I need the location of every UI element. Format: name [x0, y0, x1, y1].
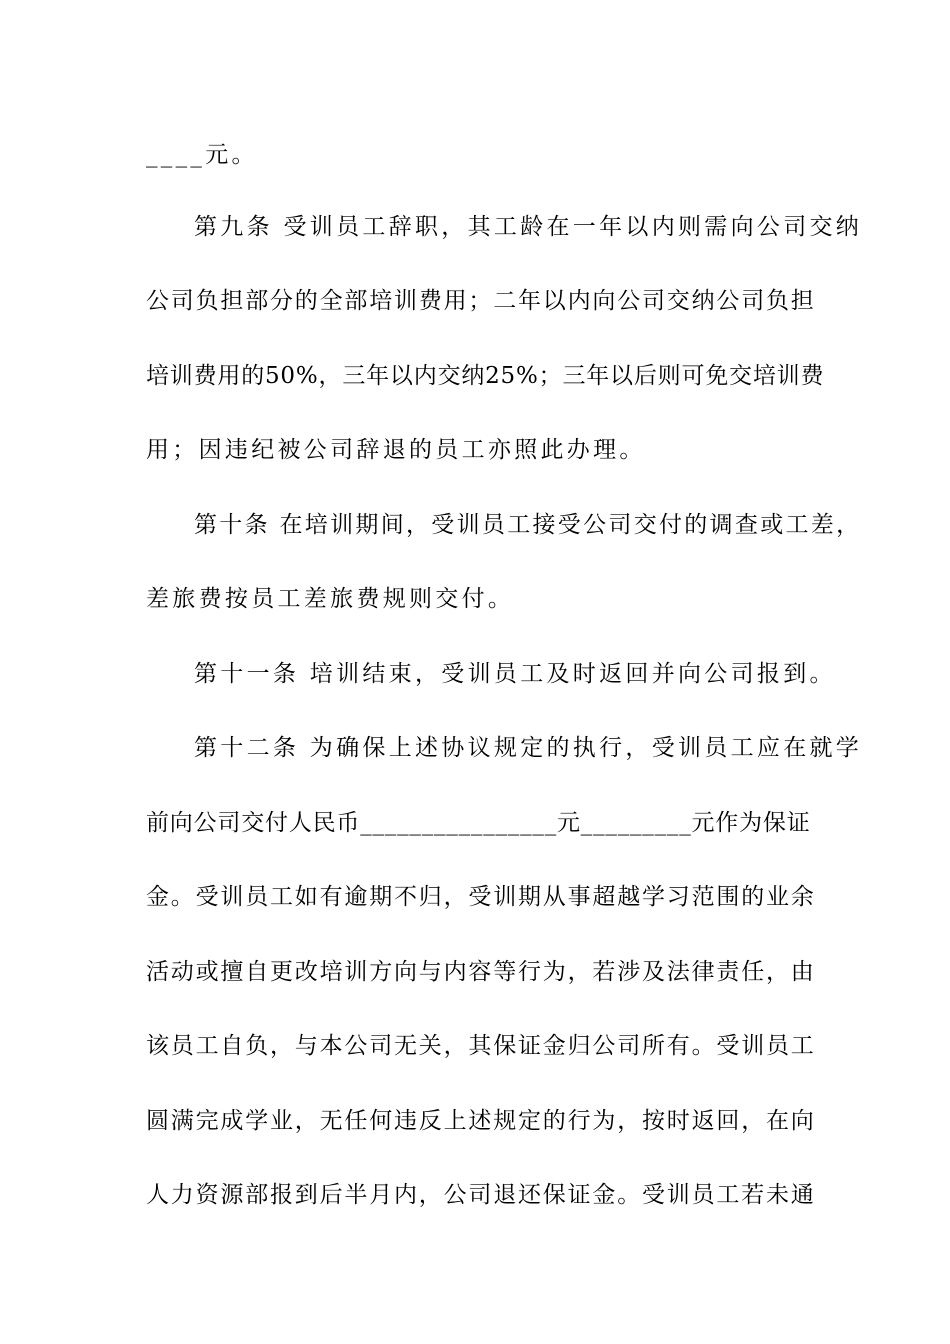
text-line: ____元。	[146, 142, 258, 168]
text-line: 该员工自负，与本公司无关，其保证金归公司所有。受训员工	[146, 1033, 816, 1059]
text-line: 第十一条 培训结束，受训员工及时返回并向公司报到。	[194, 661, 836, 687]
text-line: 差旅费按员工差旅费规则交付。	[146, 586, 515, 612]
text-line: 第十条 在培训期间，受训员工接受公司交付的调查或工差，	[194, 512, 862, 538]
text-line: 培训费用的50%，三年以内交纳25%；三年以后则可免交培训费	[146, 363, 825, 389]
text-line: 用；因违纪被公司辞退的员工亦照此办理。	[146, 437, 646, 463]
text-line: 人力资源部报到后半月内，公司退还保证金。受训员工若未通	[146, 1182, 816, 1208]
text-line: 金。受训员工如有逾期不归，受训期从事超越学习范围的业余	[146, 884, 816, 910]
text-line: 第十二条 为确保上述协议规定的执行，受训员工应在就学	[194, 735, 863, 761]
text-line: 前向公司交付人民币________________元_________元作为保证	[146, 810, 811, 836]
text-line: 活动或擅自更改培训方向与内容等行为，若涉及法律责任，由	[146, 959, 816, 985]
text-line: 第九条 受训员工辞职，其工龄在一年以内则需向公司交纳	[194, 214, 863, 240]
text-line: 圆满完成学业，无任何违反上述规定的行为，按时返回，在向	[146, 1108, 816, 1134]
text-line: 公司负担部分的全部培训费用；二年以内向公司交纳公司负担	[146, 288, 816, 314]
